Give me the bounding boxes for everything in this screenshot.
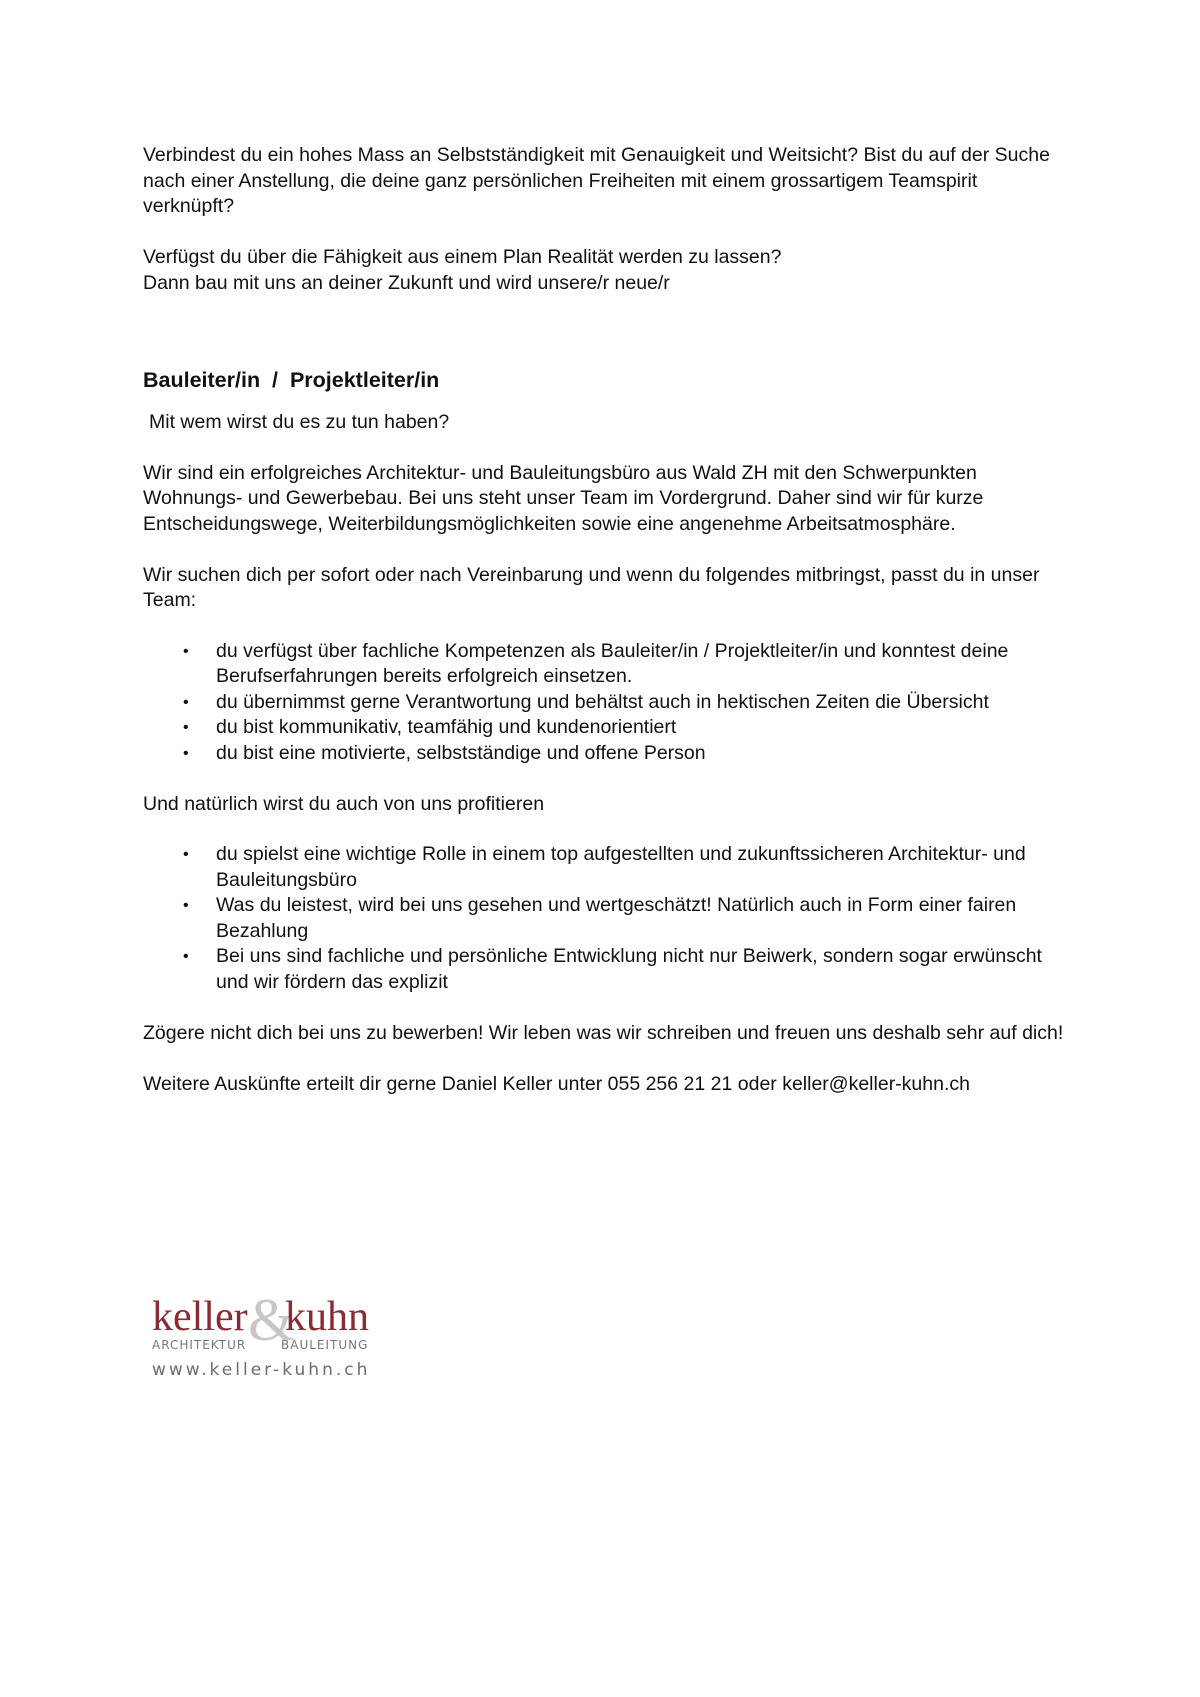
- contact-paragraph: Weitere Auskünfte erteilt dir gerne Daniel Keller unter 055 256 21 21 oder keller@keller-kuhn.ch: [143, 1072, 970, 1095]
- benefits-intro: Und natürlich wirst du auch von uns profitieren: [143, 792, 545, 815]
- list-item: [143, 944, 1073, 995]
- benefit-text: du spielst eine wichtige Rolle in einem top aufgestellten und zukunftssicheren Architektur- und Bauleitungsbüro: [216, 843, 1026, 891]
- requirement-text: du bist eine motivierte, selbstständige und offene Person: [216, 741, 706, 764]
- requirements-list: [143, 639, 1073, 767]
- job-title-heading: Bauleiter/in / Projektleiter/in: [143, 368, 440, 392]
- bullet-icon: •: [183, 897, 189, 914]
- requirement-text: du übernimmst gerne Verantwortung und behältst auch in hektischen Zeiten die Übersicht: [216, 690, 989, 713]
- intro-line-2: Dann bau mit uns an deiner Zukunft und wird unsere/r neue/r: [143, 271, 670, 294]
- list-item: [143, 741, 1073, 767]
- search-text: Wir suchen dich per sofort oder nach Vereinbarung und wenn du folgendes mitbringst, passt du in unser Team:: [143, 563, 1040, 611]
- bullet-icon: •: [183, 846, 189, 863]
- requirement-text: du bist kommunikativ, teamfähig und kundenorientiert: [216, 716, 677, 738]
- bullet-icon: •: [183, 693, 189, 711]
- logo-ampersand: &: [248, 1294, 295, 1353]
- list-item: [143, 893, 1073, 944]
- who-question: Mit wem wirst du es zu tun haben?: [149, 410, 450, 433]
- bullet-icon: •: [183, 719, 189, 736]
- bullet-icon: •: [183, 948, 189, 965]
- bullet-icon: •: [183, 642, 189, 660]
- logo-name-keller: keller: [152, 1294, 248, 1340]
- intro-line-1: Verfügst du über die Fähigkeit aus einem Plan Realität werden zu lassen?: [143, 246, 782, 268]
- logo-website-url: www.keller-kuhn.ch: [152, 1360, 371, 1380]
- list-item: [143, 690, 1073, 716]
- company-logo: [152, 1294, 392, 1394]
- company-description: Wir sind ein erfolgreiches Architektur- und Bauleitungsbüro aus Wald ZH mit den Schwerpunkten Wohnungs- und Gewerbebau. Bei uns steht unser Team im Vordergrund. Daher sind wir für kurze Entscheidungswege, Weiterbildungsmöglichkeiten sowie eine angenehme Arbeitsatmosphäre.: [143, 461, 984, 535]
- intro-paragraph: Verbindest du ein hohes Mass an Selbstständigkeit mit Genauigkeit und Weitsicht? Bist du auf der Suche nach einer Anstellung, die deine ganz persönlichen Freiheiten mit einem grossartigem Teamspirit verknüpft?: [143, 144, 1050, 217]
- logo-tagline-bauleitung: BAULEITUNG: [281, 1338, 369, 1352]
- logo-tagline-architektur: ARCHITEKTUR: [152, 1338, 247, 1352]
- intro-paragraph-2: [143, 245, 1073, 296]
- benefit-text: Bei uns sind fachliche und persönliche Entwicklung nicht nur Beiwerk, sondern sogar erwünscht und wir fördern das explizit: [216, 945, 1042, 993]
- benefit-text: Was du leistest, wird bei uns gesehen und wertgeschätzt! Natürlich auch in Form einer fairen Bezahlung: [216, 894, 1017, 942]
- bullet-icon: •: [183, 744, 189, 762]
- list-item: [143, 639, 1073, 690]
- job-posting-document: [143, 143, 1073, 1097]
- benefits-list: [143, 842, 1073, 995]
- requirement-text: du verfügst über fachliche Kompetenzen als Bauleiter/in / Projektleiter/in und konntest deine Berufserfahrungen bereits erfolgreich einsetzen.: [216, 639, 1009, 687]
- closing-paragraph: Zögere nicht dich bei uns zu bewerben! Wir leben was wir schreiben und freuen uns deshalb sehr auf dich!: [143, 1021, 1064, 1044]
- logo-name-kuhn: kuhn: [285, 1294, 369, 1340]
- list-item: [143, 715, 1073, 741]
- list-item: [143, 842, 1073, 893]
